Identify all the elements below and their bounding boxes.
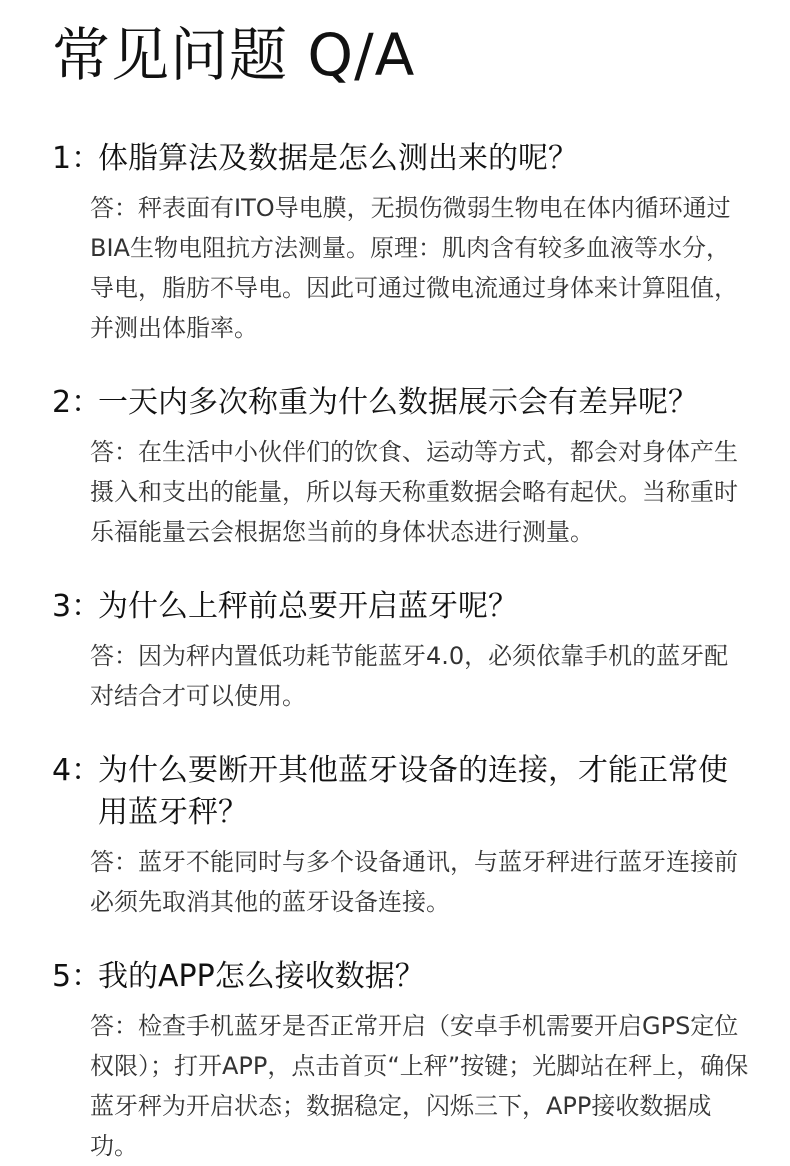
page-title: 常见问题 Q/A bbox=[52, 21, 416, 89]
faq-item-3 bbox=[52, 586, 750, 716]
faq-question bbox=[52, 138, 750, 180]
question-number: 3： bbox=[52, 589, 102, 624]
faq-answer: 答：检查手机蓝牙是否正常开启（安卓手机需要开启GPS定位权限）；打开APP，点击首页“上秤”按键；光脚站在秤上，确保蓝牙秤为开启状态；数据稳定，闪烁三下，APP接收数据成功。 bbox=[90, 1012, 749, 1160]
faq-question bbox=[52, 750, 750, 834]
faq-question bbox=[52, 956, 750, 998]
faq-answer: 答：在生活中小伙伴们的饮食、运动等方式，都会对身体产生摄入和支出的能量，所以每天称重数据会略有起伏。当称重时乐福能量云会根据您当前的身体状态进行测量。 bbox=[90, 438, 738, 546]
question-number: 1： bbox=[52, 141, 102, 176]
question-text: 体脂算法及数据是怎么测出来的呢？ bbox=[98, 141, 578, 176]
faq-item-2 bbox=[52, 382, 750, 552]
faq-question bbox=[52, 586, 750, 628]
question-number: 4： bbox=[52, 753, 102, 788]
question-text: 一天内多次称重为什么数据展示会有差异呢？ bbox=[98, 385, 698, 420]
faq-item-4 bbox=[52, 750, 750, 922]
question-number: 5： bbox=[52, 959, 102, 994]
faq-answer: 答：蓝牙不能同时与多个设备通讯，与蓝牙秤进行蓝牙连接前必须先取消其他的蓝牙设备连接。 bbox=[90, 848, 738, 916]
question-text: 我的APP怎么接收数据？ bbox=[98, 959, 425, 994]
faq-item-1 bbox=[52, 138, 750, 348]
faq-answer: 答：因为秤内置低功耗节能蓝牙4.0，必须依靠手机的蓝牙配对结合才可以使用。 bbox=[90, 642, 729, 710]
question-number: 2： bbox=[52, 385, 102, 420]
faq-question bbox=[52, 382, 750, 424]
question-text: 为什么要断开其他蓝牙设备的连接，才能正常使用蓝牙秤？ bbox=[98, 753, 728, 830]
question-text: 为什么上秤前总要开启蓝牙呢？ bbox=[98, 589, 518, 624]
faq-answer: 答：秤表面有ITO导电膜，无损伤微弱生物电在体内循环通过BIA生物电阻抗方法测量。原理：肌肉含有较多血液等水分，导电，脂肪不导电。因此可通过微电流通过身体来计算阻值，并测出体脂率。 bbox=[90, 194, 738, 342]
